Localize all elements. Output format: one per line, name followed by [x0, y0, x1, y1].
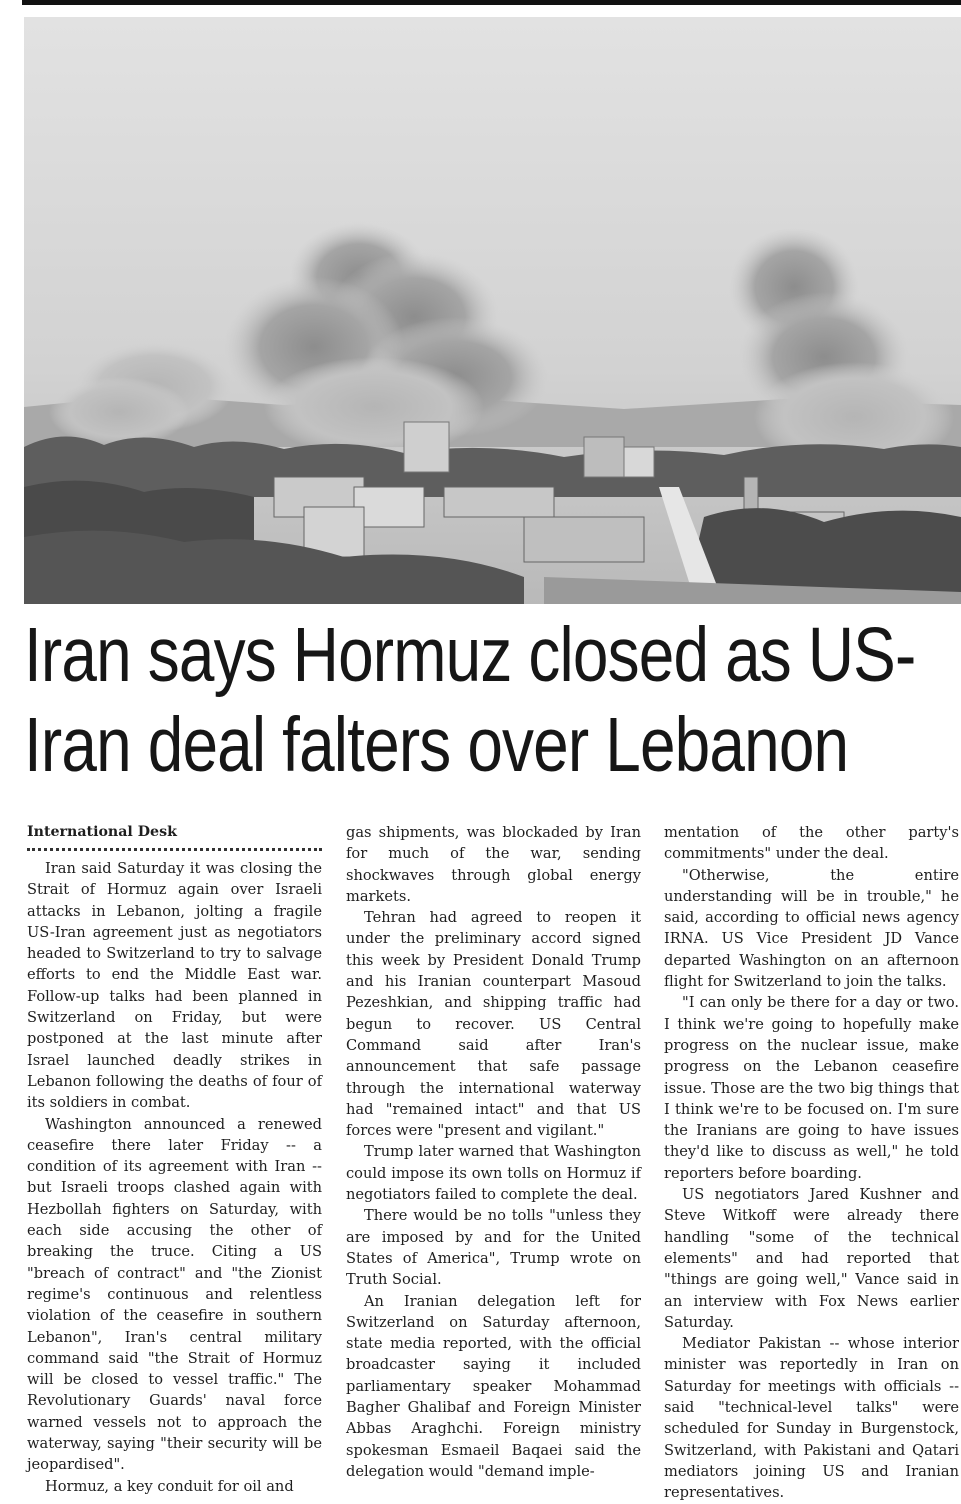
paragraph: "I can only be there for a day or two. I think we're going to hopefully make progress on the nuclear issue, make progress on the Lebanon ceasefire issue. Those are the two big things that I think we're to be focused on. I'm sure the Iranians are going to have issues they'd like to discuss as well," he told reporters before boarding. — [664, 994, 959, 1182]
paragraph: Trump later warned that Washington could impose its own tolls on Hormuz if negotiators failed to complete the deal. — [346, 1143, 641, 1204]
paragraph: "Otherwise, the entire understanding will be in trouble," he said, according to official news agency IRNA. US Vice President JD Vance departed Washington on an afternoon flight for Switzerland to join the talks. — [664, 866, 959, 991]
article-body — [27, 822, 961, 1502]
paragraph: gas shipments, was blockaded by Iran for much of the war, sending shockwaves through global energy markets. — [346, 824, 641, 905]
paragraph: Washington announced a renewed ceasefire there later Friday -- a condition of its agreement with Iran -- but Israeli troops clashed again with Hezbollah fighters on Saturday, with each side accusing the other of breaking the truce. Citing a US "breach of contract" and "the Zionist regime's continuous and relentless violation of the ceasefire in southern Lebanon", Iran's central military command said "the Strait of Hormuz will be closed to vessel traffic." The Revolutionary Guards' naval force warned vessels not to approach the waterway, saying "their security will be jeopardised". — [27, 1115, 322, 1474]
paragraph: Tehran had agreed to reopen it under the preliminary accord signed this week by President Donald Trump and his Iranian counterpart Masoud Pezeshkian, and shipping traffic had begun to recover. US Central Command said after Iran's announcement that safe passage through the international waterway had "remained intact" and that US forces were "present and vigilant." — [346, 909, 641, 1140]
paragraph: Iran said Saturday it was closing the Strait of Hormuz again over Israeli attacks in Lebanon, jolting a fragile US-Iran agreement just as negotiators headed to Switzerland to try to salvage efforts to end the Middle East war. Follow-up talks had been planned in Switzerland on Friday, but were postponed at the last minute after Israel launched deadly strikes in Lebanon following the deaths of four of its soldiers in combat. — [27, 860, 322, 1112]
news-photo — [24, 17, 961, 604]
explosion-smoke-photo-icon — [24, 17, 961, 604]
top-rule — [22, 0, 961, 5]
paragraph: mentation of the other party's commitments" under the deal. — [664, 824, 959, 863]
paragraph: US negotiators Jared Kushner and Steve Witkoff were already there handling "some of the technical elements" and had reported that "things are going well," Vance said in an interview with Fox News earlier Saturday. — [664, 1186, 959, 1331]
paragraph: Hormuz, a key conduit for oil and — [45, 1477, 294, 1495]
paragraph: Mediator Pakistan -- whose interior minister was reportedly in Iran on Saturday for meetings with officials -- said "technical-level talks" were scheduled for Sunday in Burgenstock, Switzerland, with Pakistani and Qatari mediators joining US and Iranian representatives. — [664, 1335, 959, 1502]
column-1 — [27, 822, 322, 1497]
paragraph: There would be no tolls "unless they are imposed by and for the United States of America", Trump wrote on Truth Social. — [346, 1207, 641, 1289]
byline: International Desk — [27, 822, 322, 851]
column-2 — [346, 822, 641, 1482]
paragraph: An Iranian delegation left for Switzerland on Saturday afternoon, state media reported, with the official broadcaster saying it included parliamentary speaker Mohammad Bagher Ghalibaf and Foreign Minister Abbas Araghchi. Foreign ministry spokesman Esmaeil Baqaei said the delegation would "demand imple- — [346, 1292, 641, 1480]
column-3 — [664, 822, 959, 1504]
headline: Iran says Hormuz closed as US-Iran deal falters over Lebanon — [24, 612, 916, 788]
